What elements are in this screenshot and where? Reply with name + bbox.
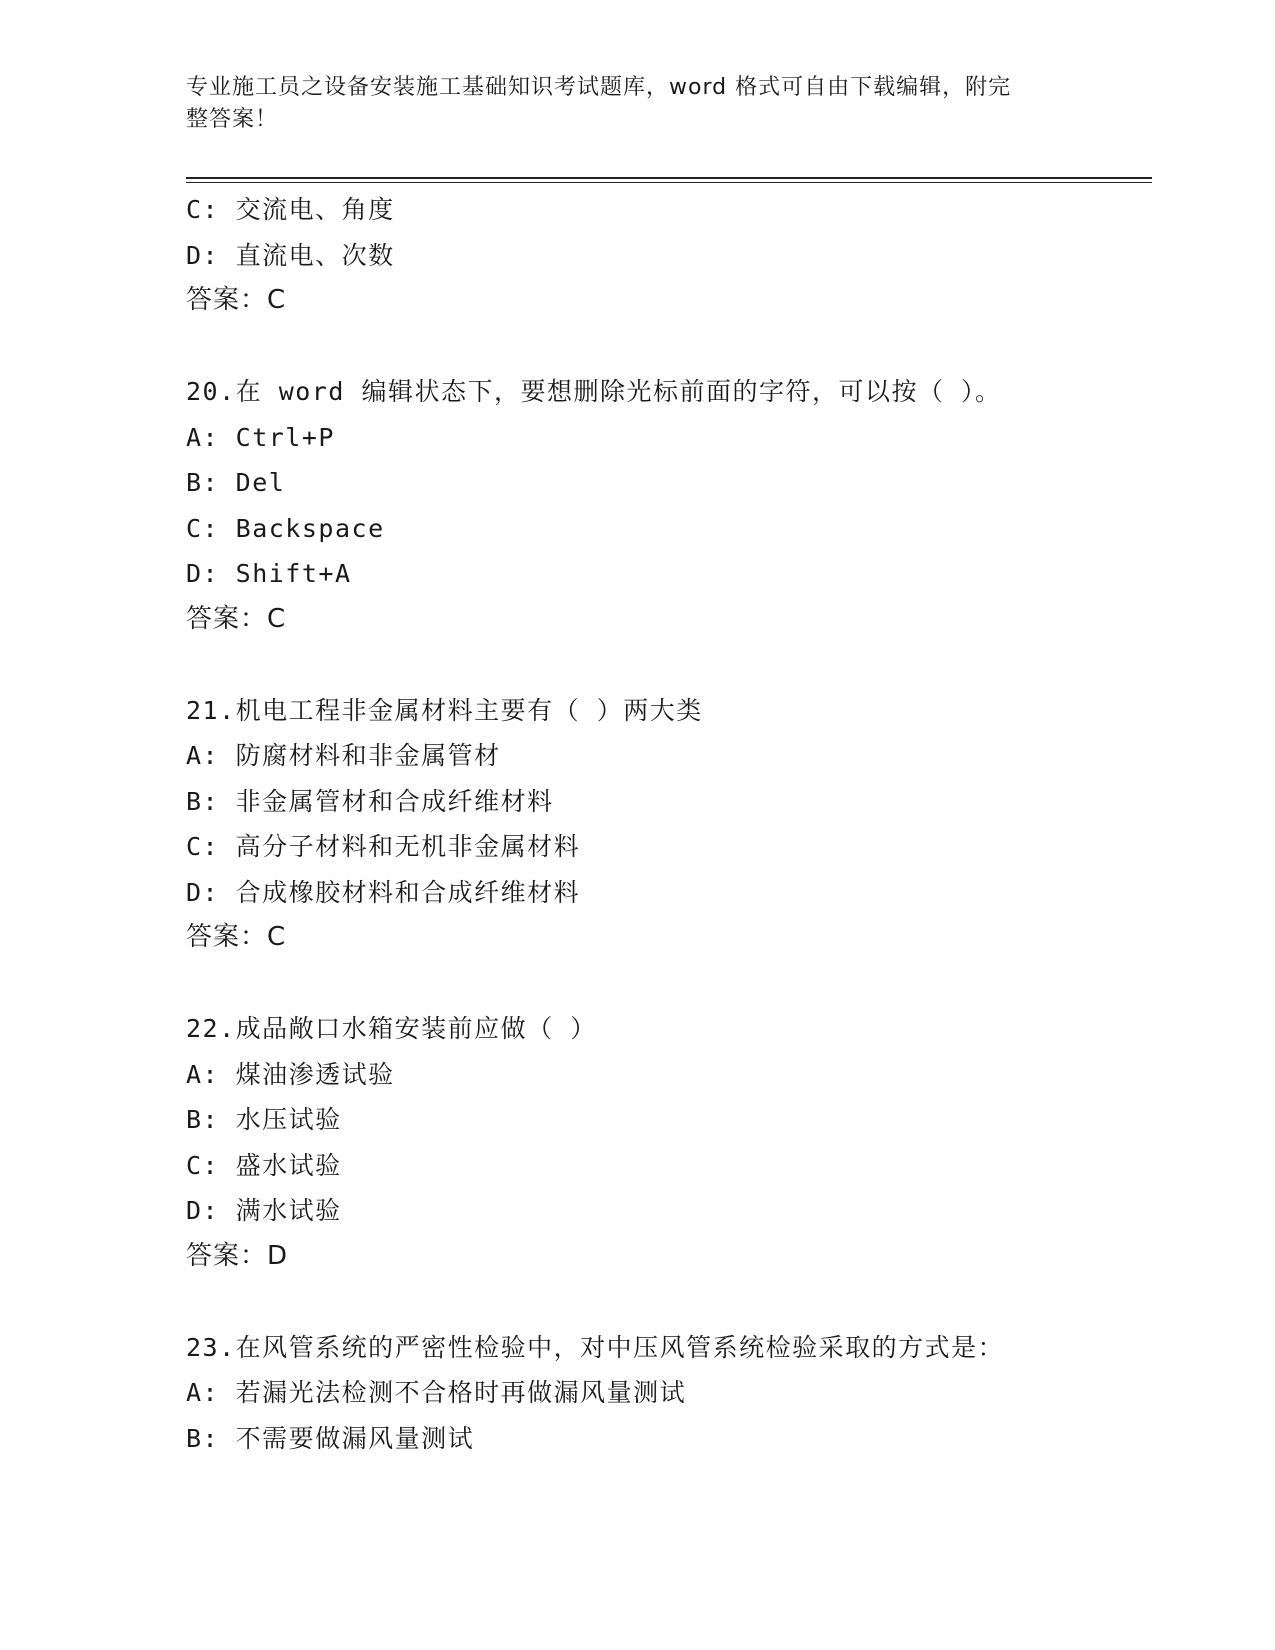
question-stem: 23.在风管系统的严密性检验中，对中压风管系统检验采取的方式是：: [186, 1332, 1005, 1362]
option-a: A: 若漏光法检测不合格时再做漏风量测试: [186, 1378, 687, 1407]
question-content: [186, 187, 1152, 1461]
header-title-line-2: 整答案！: [186, 107, 279, 132]
option-a: A: 煤油渗透试验: [186, 1059, 395, 1089]
option-d: D: 满水试验: [186, 1196, 342, 1225]
option-c: C: 盛水试验: [186, 1150, 342, 1180]
question-stem: 20.在 word 编辑状态下，要想删除光标前面的字符，可以按（ ）。: [186, 377, 1002, 406]
question-stem: 22.成品敞口水箱安装前应做（ ）: [186, 1014, 597, 1043]
option-b: B: 水压试验: [186, 1105, 342, 1134]
question-stem: 21.机电工程非金属材料主要有（ ）两大类: [186, 695, 703, 725]
answer-line: 答案：D: [186, 1240, 289, 1271]
option-c: C: 高分子材料和无机非金属材料: [186, 832, 581, 861]
header-divider-thin: [186, 182, 1152, 183]
spacer: [186, 961, 1152, 1007]
answer-line: 答案：C: [186, 285, 287, 315]
option-b: B: 不需要做漏风量测试: [186, 1423, 475, 1453]
question-23: [186, 1325, 1152, 1462]
option-b: B: 非金属管材和合成纤维材料: [186, 786, 554, 816]
option-c: C: Backspace: [186, 513, 385, 543]
option-a: A: Ctrl+P: [186, 422, 335, 452]
option-c: C: 交流电、角度: [186, 195, 395, 224]
question-21: [186, 688, 1152, 961]
spacer: [186, 324, 1152, 370]
option-b: B: Del: [186, 468, 286, 497]
header-divider-thick: [186, 177, 1152, 179]
answer-line: 答案：C: [186, 603, 287, 634]
header-title-line-1: 专业施工员之设备安装施工基础知识考试题库，word 格式可自由下载编辑，附完: [186, 75, 1012, 100]
option-d: D: 合成橡胶材料和合成纤维材料: [186, 877, 581, 907]
document-header: [186, 72, 1066, 136]
option-d: D: 直流电、次数: [186, 240, 395, 270]
option-a: A: 防腐材料和非金属管材: [186, 741, 501, 770]
spacer: [186, 1279, 1152, 1325]
option-d: D: Shift+A: [186, 559, 352, 588]
answer-line: 答案：C: [186, 922, 287, 952]
question-22: [186, 1006, 1152, 1279]
question-20: [186, 369, 1152, 642]
question-19-tail: [186, 187, 1152, 324]
spacer: [186, 642, 1152, 688]
